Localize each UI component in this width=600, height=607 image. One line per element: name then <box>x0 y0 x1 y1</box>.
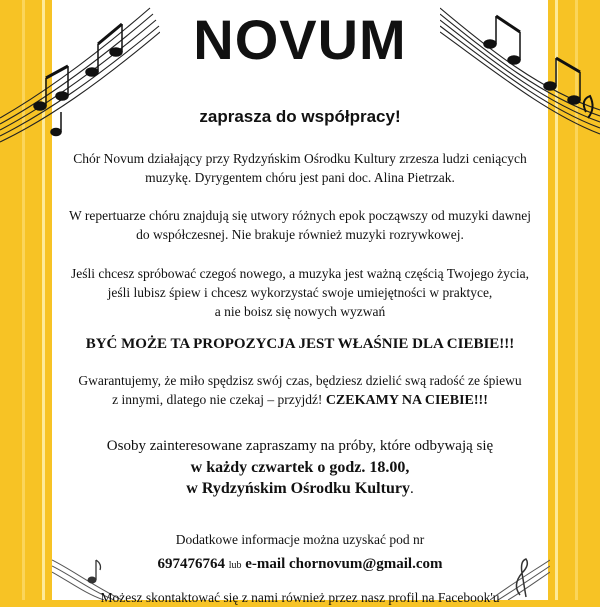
paragraph-line: Gwarantujemy, że miło spędzisz swój czas, będziesz dzielić swą radość ze śpiewu <box>78 373 522 388</box>
headline: BYĆ MOŻE TA PROPOZYCJA JEST WŁAŚNIE DLA CIEBIE!!! <box>85 336 515 352</box>
page-title: NOVUM <box>193 8 407 71</box>
paragraph-line: do współczesnej. Nie brakuje również muzyki rozrywkowej. <box>136 227 464 242</box>
paragraph-line: W repertuarze chóru znajdują się utwory różnych epok począwszy od muzyki dawnej <box>69 208 531 223</box>
guarantee-paragraph <box>60 371 540 410</box>
or-text: lub <box>228 560 242 571</box>
rehearsal-place: w Rydzyńskim Ośrodku Kultury <box>186 480 410 497</box>
repertoire-paragraph <box>60 206 540 244</box>
intro-paragraph <box>60 149 540 187</box>
contact-line <box>60 553 540 577</box>
invitation-paragraph <box>60 264 540 321</box>
paragraph-line: Chór Novum działający przy Rydzyńskim Ośrodku Kultury zrzesza ludzi ceniących <box>73 151 527 166</box>
phone-number: 697476764 <box>157 556 225 572</box>
paragraph-line: Jeśli chcesz spróbować czegoś nowego, a muzyka jest ważną częścią Twojego życia, <box>71 266 529 281</box>
paragraph-line <box>60 390 540 410</box>
rehearsal-time: w każdy czwartek o godz. 18.00, <box>190 459 410 476</box>
rehearsal-paragraph <box>60 436 540 500</box>
subtitle: zaprasza do współpracy! <box>199 107 401 126</box>
info-paragraph: Dodatkowe informacje można uzyskać pod nr <box>175 532 425 547</box>
paragraph-line: Osoby zainteresowane zapraszamy na próby, które odbywają się <box>106 438 494 454</box>
paragraph-text: z innymi, dlatego nie czekaj – przyjdź! <box>112 392 323 407</box>
paragraph-line: jeśli lubisz śpiew i chcesz wykorzystać swoje umiejętności w praktyce, <box>107 285 493 300</box>
punctuation: . <box>409 481 414 497</box>
paragraph-line: muzykę. Dyrygentem chóru jest pani doc. Alina Pietrzak. <box>145 170 455 185</box>
facebook-paragraph: Możesz skontaktować się z nami również przez nasz profil na Facebook'u <box>100 590 500 605</box>
emphasis-text: CZEKAMY NA CIEBIE!!! <box>325 393 488 408</box>
paragraph-line <box>60 478 540 500</box>
paragraph-line: a nie boisz się nowych wyzwań <box>214 304 386 319</box>
email-address: e-mail chornovum@gmail.com <box>245 556 443 572</box>
